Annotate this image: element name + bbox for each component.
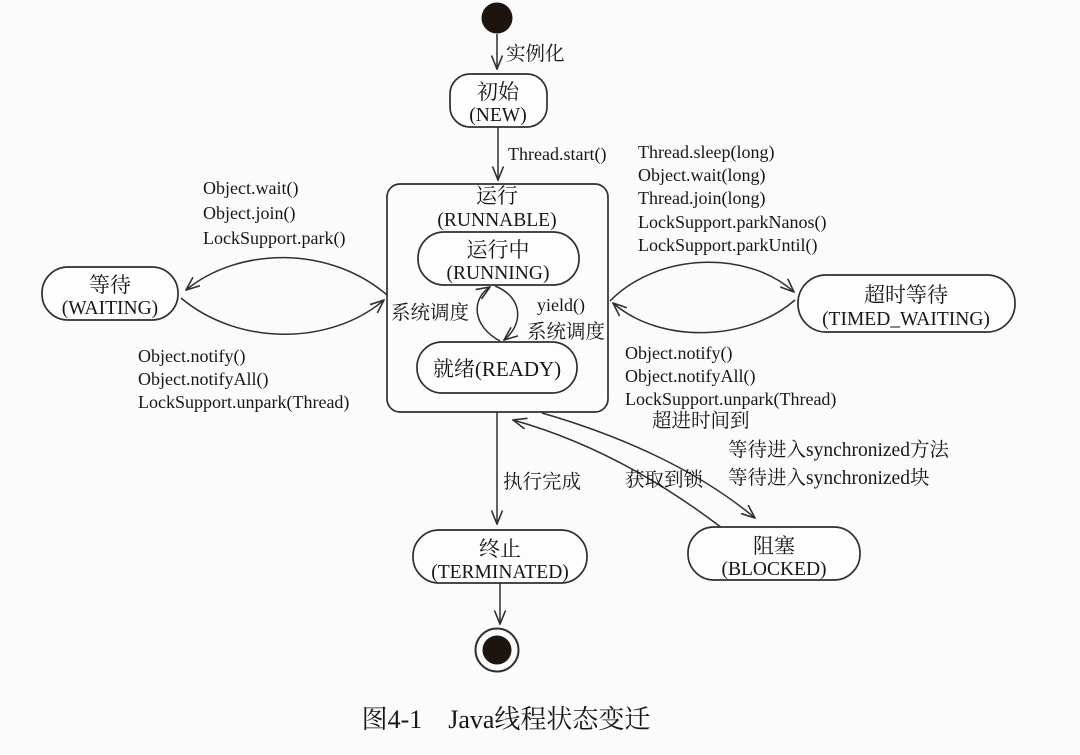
arrow-runnable-to-timed-waiting <box>610 262 794 301</box>
state-ready-name: 就绪(READY) <box>432 357 562 381</box>
state-blocked <box>688 527 860 580</box>
label-object-notify-right: Object.notify() <box>625 343 733 363</box>
label-lock-acquired: 获取到锁 <box>625 470 704 491</box>
label-thread-join-long: Thread.join(long) <box>638 188 766 208</box>
label-locksupport-parkuntil: LockSupport.parkUntil() <box>638 235 818 255</box>
state-new-name: 初始 <box>477 80 519 104</box>
label-execution-complete: 执行完成 <box>503 472 582 493</box>
state-new-en: (NEW) <box>469 105 527 126</box>
label-object-notifyall-left: Object.notifyAll() <box>138 369 269 389</box>
state-timed-waiting-en: (TIMED_WAITING) <box>822 309 990 330</box>
label-object-notify-left: Object.notify() <box>138 346 246 366</box>
label-locksupport-park: LockSupport.park() <box>203 228 346 248</box>
initial-state-icon <box>482 3 513 34</box>
label-locksupport-unpark-left: LockSupport.unpark(Thread) <box>138 392 350 412</box>
label-thread-sleep-long: Thread.sleep(long) <box>638 142 775 162</box>
final-state-icon <box>476 629 519 672</box>
label-locksupport-unpark-right: LockSupport.unpark(Thread) <box>625 389 837 409</box>
label-system-schedule-up: 系统调度 <box>391 303 470 324</box>
state-terminated <box>413 530 587 583</box>
state-terminated-en: (TERMINATED) <box>431 562 569 583</box>
state-blocked-name: 阻塞 <box>753 534 795 558</box>
state-runnable-name: 运行 <box>476 184 518 208</box>
arrow-runnable-to-waiting <box>186 258 387 295</box>
state-waiting <box>42 267 178 320</box>
label-thread-start: Thread.start() <box>508 144 607 164</box>
arrow-timed-waiting-to-runnable <box>613 300 795 333</box>
arrow-waiting-to-runnable <box>181 298 384 334</box>
state-terminated-name: 终止 <box>479 537 521 561</box>
state-runnable <box>387 184 608 412</box>
state-runnable-en: (RUNNABLE) <box>437 210 557 231</box>
state-timed-waiting <box>798 275 1015 332</box>
state-waiting-en: (WAITING) <box>61 298 159 319</box>
label-system-schedule-down: 系统调度 <box>527 322 606 343</box>
figure-caption: 图4-1 Java线程状态变迁 <box>361 705 651 734</box>
label-locksupport-parknanos: LockSupport.parkNanos() <box>638 212 827 232</box>
label-wait-synchronized-method: 等待进入synchronized方法 <box>728 440 949 461</box>
final-state-inner-dot <box>483 636 512 665</box>
label-timeout-elapsed: 超进时间到 <box>652 411 750 432</box>
label-instantiate: 实例化 <box>506 44 565 65</box>
label-wait-synchronized-block: 等待进入synchronized块 <box>728 468 930 489</box>
state-blocked-en: (BLOCKED) <box>721 559 827 580</box>
label-object-notifyall-right: Object.notifyAll() <box>625 366 756 386</box>
state-running-en: (RUNNING) <box>446 263 550 284</box>
state-waiting-name: 等待 <box>89 273 131 297</box>
label-yield: yield() <box>537 295 585 315</box>
state-running <box>418 232 579 285</box>
label-object-wait-long: Object.wait(long) <box>638 165 766 185</box>
state-new <box>450 74 547 127</box>
state-running-name: 运行中 <box>466 238 530 262</box>
state-timed-waiting-name: 超时等待 <box>864 283 948 307</box>
state-ready <box>417 342 577 393</box>
label-object-wait: Object.wait() <box>203 178 299 198</box>
label-object-join: Object.join() <box>203 203 296 223</box>
